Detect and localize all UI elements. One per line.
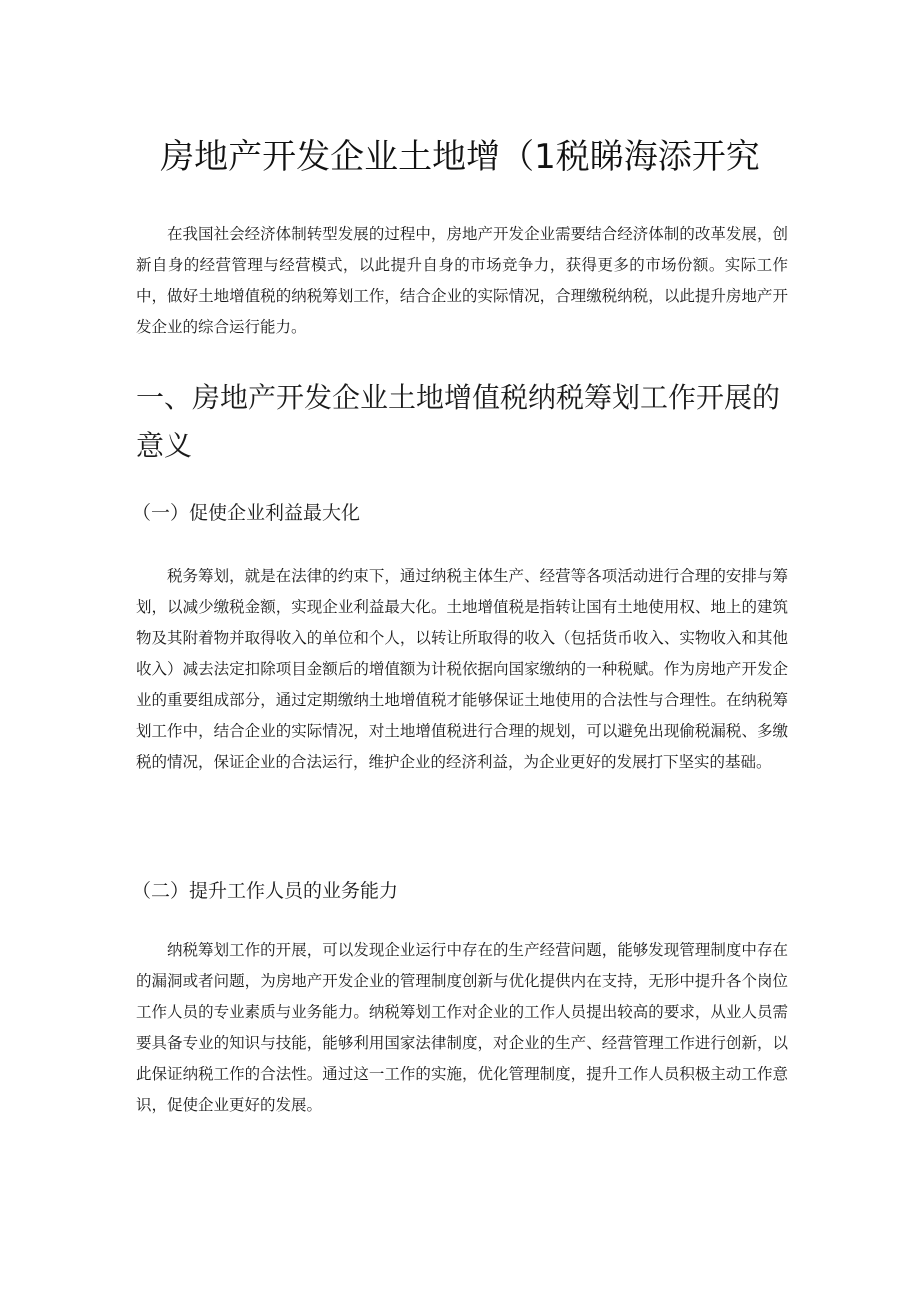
subsection-1-heading: （一）促使企业利益最大化 [132,502,361,524]
document-title: 房地产开发企业土地增（1税睇海添开究 [160,137,760,177]
subsection-1-paragraph: 税务筹划，就是在法律的约束下，通过纳税主体生产、经营等各项活动进行合理的安排与筹划，以减少缴税金额，实现企业利益最大化。土地增值税是指转让国有土地使用权、地上的建筑物及其附着物并取得收入的单位和个人，以转让所取得的收入（包括货币收入、实物收入和其他收入）减去法定扣除项目金额后的增值额为计税依据向国家缴纳的一种税赋。作为房地产开发企业的重要组成部分，通过定期缴纳土地增值税才能够保证土地使用的合法性与合理性。在纳税筹划工作中，结合企业的实际情况，对土地增值税进行合理的规划，可以避免出现偷税漏税、多缴税的情况，保证企业的合法运行，维护企业的经济利益，为企业更好的发展打下坚实的基础。 [136,567,788,771]
section-1-heading: 一、房地产开发企业土地增值税纳税筹划工作开展的意义 [136,381,781,462]
subsection-2-heading: （二）提升工作人员的业务能力 [132,880,399,902]
intro-paragraph: 在我国社会经济体制转型发展的过程中，房地产开发企业需要结合经济体制的改革发展，创新自身的经营管理与经营模式，以此提升自身的市场竞争力，获得更多的市场份额。实际工作中，做好土地增值税的纳税筹划工作，结合企业的实际情况，合理缴税纳税，以此提升房地产开发企业的综合运行能力。 [136,225,788,336]
subsection-2-paragraph: 纳税筹划工作的开展，可以发现企业运行中存在的生产经营问题，能够发现管理制度中存在的漏洞或者问题，为房地产开发企业的管理制度创新与优化提供内在支持，无形中提升各个岗位工作人员的专业素质与业务能力。纳税筹划工作对企业的工作人员提出较高的要求，从业人员需要具备专业的知识与技能，能够利用国家法律制度，对企业的生产、经营管理工作进行创新，以此保证纳税工作的合法性。通过这一工作的实施，优化管理制度，提升工作人员积极主动工作意识，促使企业更好的发展。 [136,941,788,1114]
